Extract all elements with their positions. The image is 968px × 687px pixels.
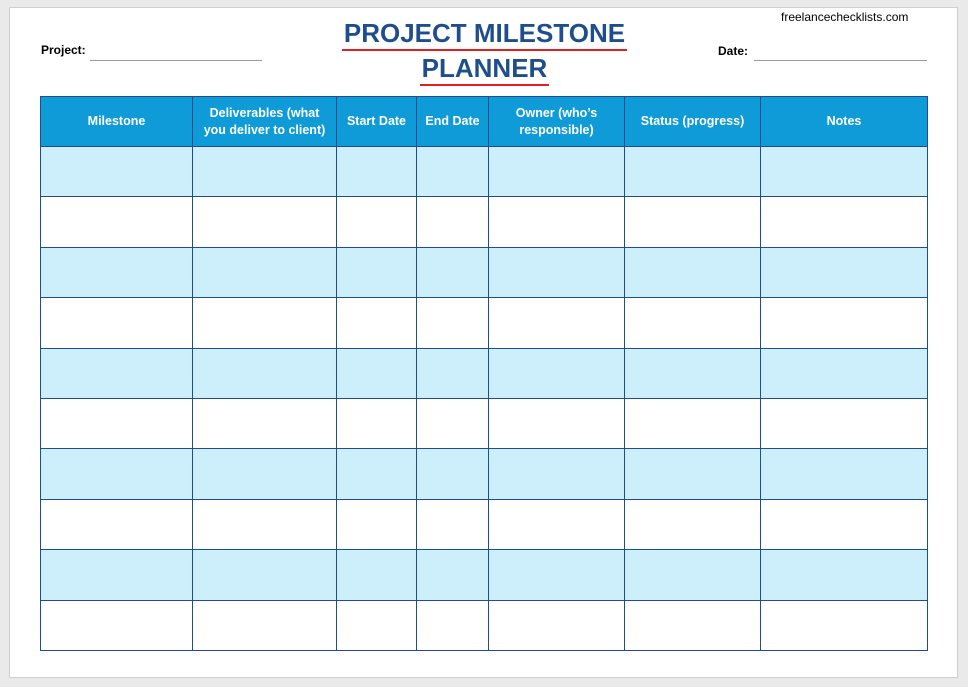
table-cell[interactable] (193, 499, 337, 549)
table-cell[interactable] (625, 147, 761, 197)
table-row (41, 550, 928, 600)
table-cell[interactable] (417, 298, 489, 348)
table-cell[interactable] (41, 398, 193, 448)
table-header-row (41, 97, 928, 147)
table-cell[interactable] (417, 398, 489, 448)
table-cell[interactable] (41, 449, 193, 499)
table-body (41, 147, 928, 651)
title-text-1: PROJECT MILESTONE (342, 18, 627, 51)
table-row (41, 348, 928, 398)
table-cell[interactable] (761, 449, 928, 499)
table-cell[interactable] (417, 449, 489, 499)
table-cell[interactable] (41, 247, 193, 297)
table-cell[interactable] (489, 398, 625, 448)
table-row (41, 298, 928, 348)
table-cell[interactable] (41, 550, 193, 600)
table-row (41, 449, 928, 499)
table-cell[interactable] (761, 348, 928, 398)
table-cell[interactable] (193, 398, 337, 448)
table-cell[interactable] (337, 348, 417, 398)
table-cell[interactable] (337, 197, 417, 247)
table-cell[interactable] (489, 247, 625, 297)
table-cell[interactable] (41, 147, 193, 197)
header-deliverables: Deliverables (what you deliver to client) (193, 97, 337, 147)
table-cell[interactable] (41, 348, 193, 398)
table-cell[interactable] (625, 600, 761, 650)
table-cell[interactable] (625, 348, 761, 398)
project-label: Project: (41, 43, 86, 57)
table-cell[interactable] (417, 499, 489, 549)
table-cell[interactable] (489, 550, 625, 600)
table-cell[interactable] (337, 550, 417, 600)
date-field[interactable] (754, 60, 927, 61)
page-title-line-2 (10, 53, 959, 86)
table-cell[interactable] (417, 550, 489, 600)
table-cell[interactable] (337, 499, 417, 549)
header-owner: Owner (who’s responsible) (489, 97, 625, 147)
table-cell[interactable] (193, 449, 337, 499)
table-row (41, 197, 928, 247)
table-cell[interactable] (41, 298, 193, 348)
table-cell[interactable] (193, 550, 337, 600)
table-cell[interactable] (417, 247, 489, 297)
table-cell[interactable] (337, 247, 417, 297)
table-cell[interactable] (337, 398, 417, 448)
table-cell[interactable] (489, 600, 625, 650)
table-cell[interactable] (625, 197, 761, 247)
header-end-date: End Date (417, 97, 489, 147)
table-cell[interactable] (761, 398, 928, 448)
header-start-date: Start Date (337, 97, 417, 147)
table-cell[interactable] (417, 348, 489, 398)
table-cell[interactable] (489, 298, 625, 348)
table-cell[interactable] (417, 147, 489, 197)
table-cell[interactable] (761, 247, 928, 297)
table-row (41, 499, 928, 549)
header-milestone: Milestone (41, 97, 193, 147)
table-cell[interactable] (761, 197, 928, 247)
table-cell[interactable] (193, 348, 337, 398)
table-row (41, 247, 928, 297)
table-cell[interactable] (489, 449, 625, 499)
table-row (41, 600, 928, 650)
milestone-table (40, 96, 928, 651)
table-cell[interactable] (761, 147, 928, 197)
project-field[interactable] (90, 60, 262, 61)
table-cell[interactable] (761, 600, 928, 650)
table-cell[interactable] (41, 600, 193, 650)
table-cell[interactable] (417, 197, 489, 247)
table-cell[interactable] (761, 298, 928, 348)
table-cell[interactable] (417, 600, 489, 650)
table-cell[interactable] (625, 499, 761, 549)
planner-page (9, 7, 958, 678)
header-status: Status (progress) (625, 97, 761, 147)
table-cell[interactable] (761, 499, 928, 549)
table-cell[interactable] (489, 499, 625, 549)
table-cell[interactable] (193, 147, 337, 197)
table-cell[interactable] (625, 449, 761, 499)
table-cell[interactable] (761, 550, 928, 600)
table-cell[interactable] (337, 600, 417, 650)
table-cell[interactable] (193, 247, 337, 297)
site-name: freelancechecklists.com (781, 10, 909, 24)
table-cell[interactable] (625, 550, 761, 600)
table-cell[interactable] (625, 398, 761, 448)
table-row (41, 147, 928, 197)
table-cell[interactable] (489, 197, 625, 247)
table-cell[interactable] (337, 298, 417, 348)
title-text-2: PLANNER (420, 53, 550, 86)
table-cell[interactable] (193, 600, 337, 650)
table-cell[interactable] (41, 197, 193, 247)
table-cell[interactable] (337, 147, 417, 197)
date-label: Date: (718, 44, 749, 58)
table-cell[interactable] (625, 298, 761, 348)
table-cell[interactable] (489, 147, 625, 197)
table-row (41, 398, 928, 448)
table-cell[interactable] (41, 499, 193, 549)
table-cell[interactable] (337, 449, 417, 499)
table-cell[interactable] (489, 348, 625, 398)
table-cell[interactable] (193, 298, 337, 348)
page-title-line-1 (10, 18, 959, 51)
table-cell[interactable] (193, 197, 337, 247)
table-cell[interactable] (625, 247, 761, 297)
header-notes: Notes (761, 97, 928, 147)
